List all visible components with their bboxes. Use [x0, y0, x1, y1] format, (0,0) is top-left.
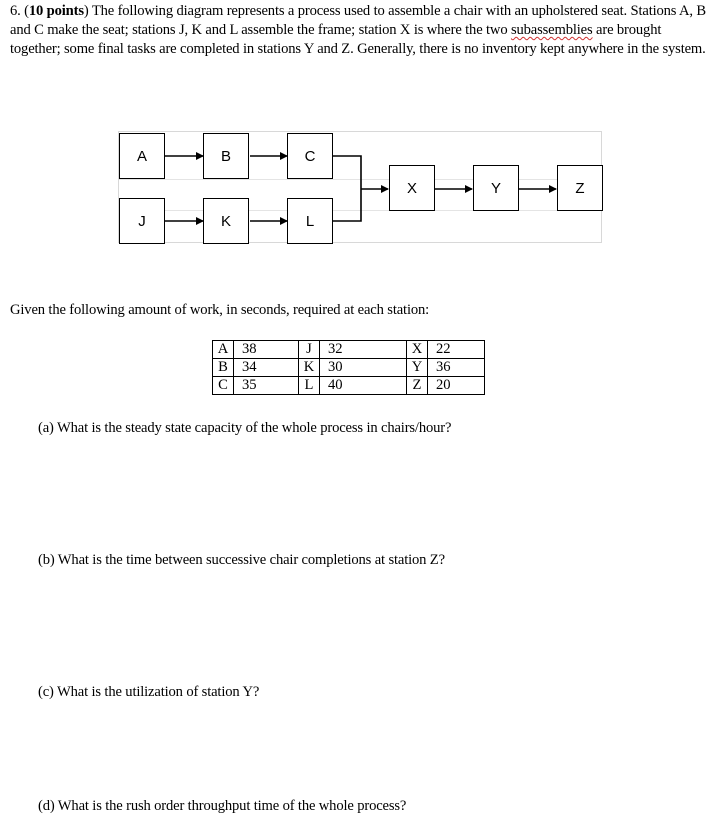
- station-k: K: [203, 198, 249, 244]
- time-cell: 36: [428, 359, 485, 377]
- problem-points-close: ): [83, 3, 89, 19]
- problem-points: 10 points: [28, 3, 84, 19]
- given-text: Given the following amount of work, in seconds, required at each station:: [10, 302, 430, 318]
- time-cell: 34: [234, 359, 299, 377]
- table-row: [213, 377, 485, 395]
- station-cell: A: [213, 341, 234, 359]
- station-cell: L: [299, 377, 320, 395]
- station-cell: C: [213, 377, 234, 395]
- station-cell: B: [213, 359, 234, 377]
- problem-number: 6. (: [10, 3, 29, 19]
- station-j: J: [119, 198, 165, 244]
- problem-text-part-1: The following diagram represents a process used to assemble a chair with an upholstered seat. Stations A, B and C make the seat; stations J, K and L assemble the frame; station X is where the two: [10, 3, 706, 39]
- question-c: (c) What is the utilization of station Y?: [38, 684, 260, 700]
- time-cell: 38: [234, 341, 299, 359]
- question-a: (a) What is the steady state capacity of the whole process in chairs/hour?: [38, 420, 452, 436]
- time-cell: 35: [234, 377, 299, 395]
- station-z: Z: [557, 165, 603, 211]
- station-cell: K: [299, 359, 320, 377]
- station-a: A: [119, 133, 165, 179]
- question-b: (b) What is the time between successive chair completions at station Z?: [38, 552, 445, 568]
- station-cell: X: [407, 341, 428, 359]
- spellcheck-word: subassemblies: [510, 22, 593, 39]
- time-cell: 22: [428, 341, 485, 359]
- merge-connector: [333, 156, 361, 221]
- station-cell: J: [299, 341, 320, 359]
- time-cell: 40: [320, 377, 407, 395]
- time-cell: 30: [320, 359, 407, 377]
- time-cell: 20: [428, 377, 485, 395]
- table-row: [213, 359, 485, 377]
- station-cell: Z: [407, 377, 428, 395]
- problem-text-part-2: are brought together; some final tasks are completed in stations Y and Z. Generally, there is no inventory kept anywhere in the system.: [10, 22, 706, 58]
- station-cell: Y: [407, 359, 428, 377]
- station-b: B: [203, 133, 249, 179]
- work-content-table: [212, 340, 485, 395]
- time-cell: 32: [320, 341, 407, 359]
- question-d: (d) What is the rush order throughput time of the whole process?: [38, 798, 407, 814]
- station-x: X: [389, 165, 435, 211]
- flow-arrows: [119, 132, 603, 244]
- station-y: Y: [473, 165, 519, 211]
- process-flow-diagram: [118, 131, 602, 243]
- table-row: [213, 341, 485, 359]
- station-c: C: [287, 133, 333, 179]
- problem-statement: [10, 2, 710, 60]
- station-l: L: [287, 198, 333, 244]
